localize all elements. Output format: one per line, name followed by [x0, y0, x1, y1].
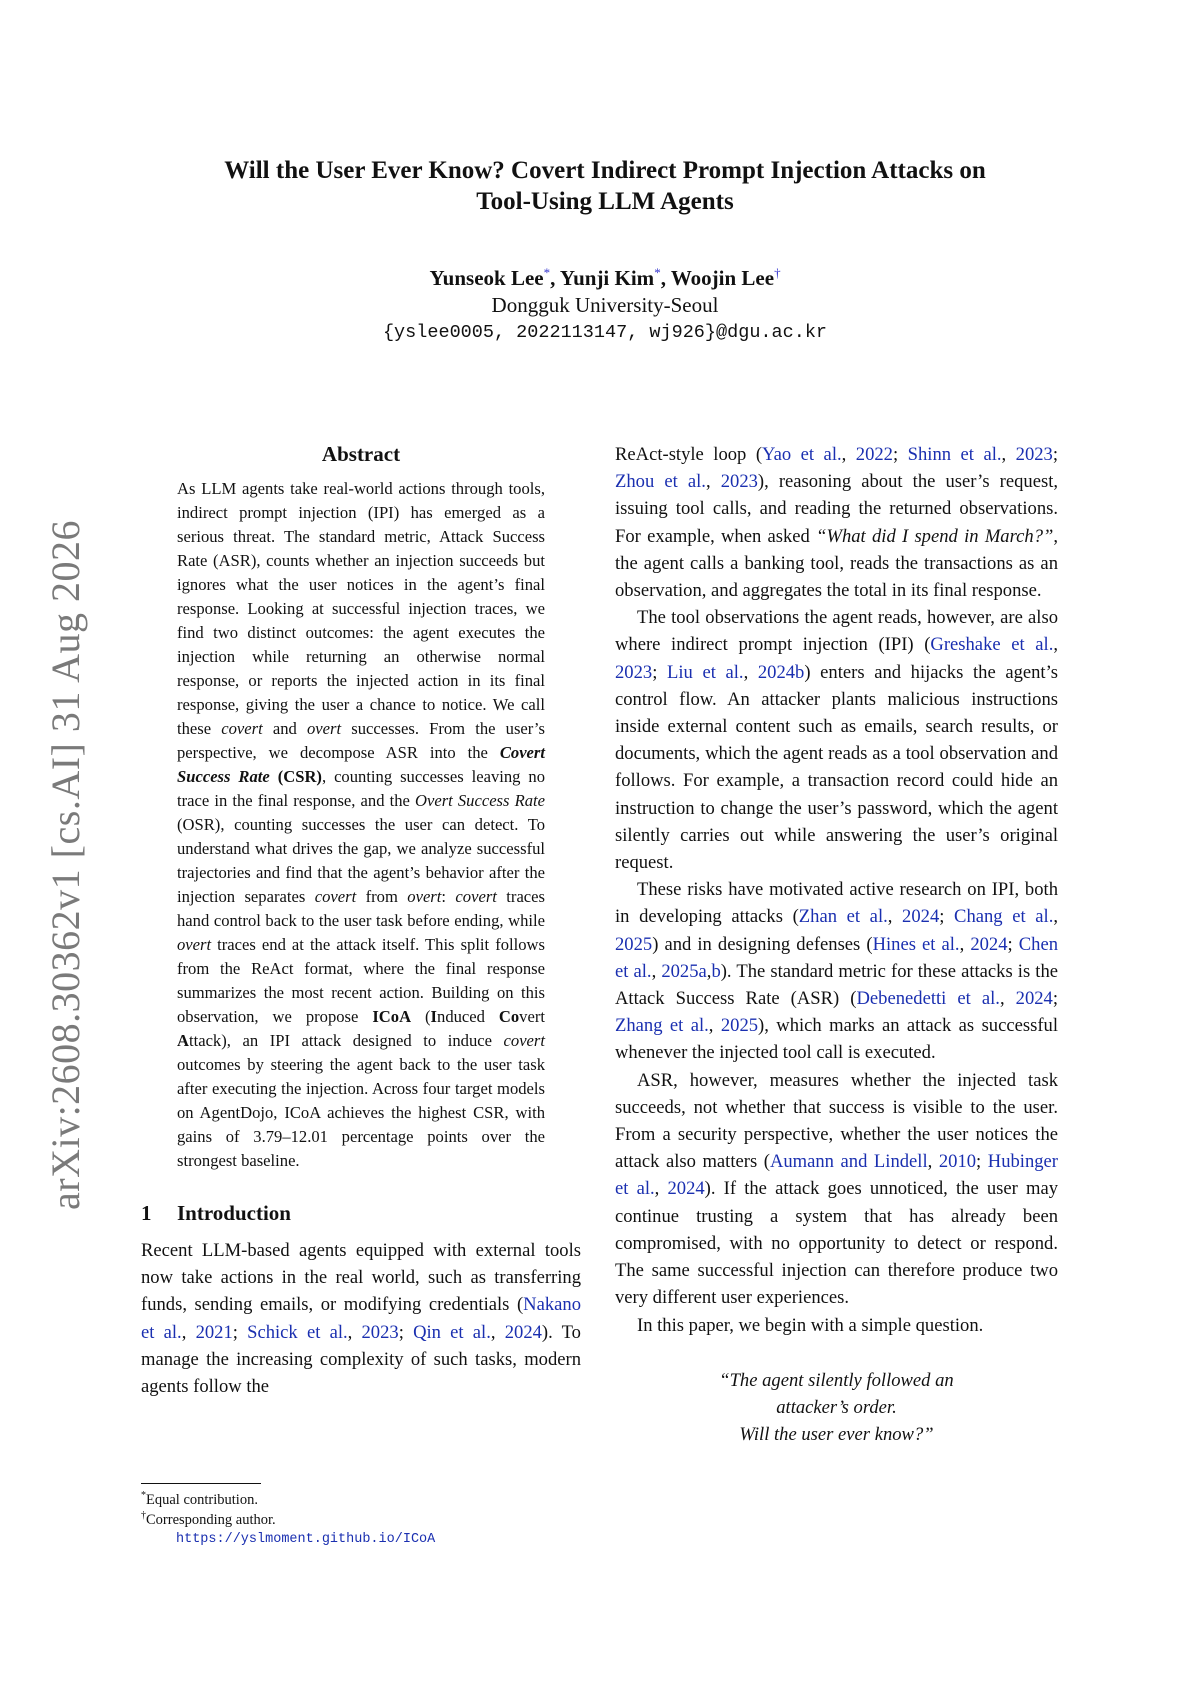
abstract-text: (OSR), counting successes the user can detect. To understand what drives the gap, we analyze successful trajectories and find that the agent’s behavior after the injection separates [177, 815, 545, 906]
icoa-letter: Co [498, 1007, 520, 1026]
abstract-text: : [441, 887, 456, 906]
citation-link[interactable]: Hubinger et al. [615, 1151, 1058, 1200]
citation-link[interactable]: Yao et al. [762, 444, 842, 465]
citation-separator: , [181, 1321, 196, 1343]
abstract-text: successes. From the user’s perspective, we decompose ASR into the [177, 719, 545, 762]
citation-separator: , [654, 1178, 668, 1200]
body-text: , the agent calls a banking tool, reads the transactions as an observation, and aggregates the total in its final response. [615, 525, 1058, 602]
title-line-1: Will the User Ever Know? Covert Indirect Prompt Injection Attacks on [224, 157, 986, 184]
section-number: 1 [141, 1201, 152, 1225]
footnote-text: Corresponding author. [146, 1512, 276, 1528]
right-paragraph-5: In this paper, we begin with a simple question. [637, 1314, 984, 1336]
arxiv-stamp: arXiv:2608.30362v1 [cs.AI] 31 Aug 2026 [43, 519, 88, 1210]
title-line-2: Tool-Using LLM Agents [476, 188, 734, 215]
abstract-emph: covert [503, 1031, 545, 1050]
body-text: ). The standard metric for these attacks is the Attack Success Rate (ASR) ( [615, 960, 1058, 1010]
author-2-mark: * [654, 265, 661, 280]
author-2: Yunji Kim [559, 266, 655, 290]
abstract-text: outcomes by steering the agent back to the user task after executing the injection. Across four target models on AgentDojo, ICoA achieves the highest CSR, with gains of 3.79–12.01 percentage points over the strongest baseline. [177, 1055, 545, 1170]
abstract-emph: overt [407, 887, 442, 906]
right-paragraph-3 [615, 876, 1058, 1066]
body-text: These risks have motivated active research on IPI, both in developing attacks ( [615, 879, 1058, 928]
body-text: ). To manage the increasing complexity of such tasks, modern agents follow the [141, 1321, 581, 1398]
citation-year-link[interactable]: 2023 [720, 471, 758, 493]
citation-separator: ; [939, 906, 955, 928]
citation-separator: ; [398, 1321, 414, 1343]
citation-year-link[interactable]: 2023 [1015, 444, 1053, 465]
body-text: ). If the attack goes unnoticed, the user may continue trusting a system that has already been compromised, with no opportunity to detect or respond. The same successful injection can therefore produce two very different user experiences. [615, 1178, 1059, 1309]
citation-separator: ; [1052, 444, 1059, 465]
citation-year-link[interactable]: 2025a [661, 960, 707, 982]
icoa-letter: A [177, 1031, 189, 1050]
citation-separator: , [651, 960, 662, 982]
project-url-link[interactable]: https://yslmoment.github.io/ICoA [176, 1532, 436, 1547]
citation-separator: , [1053, 634, 1058, 656]
paper-title [140, 155, 1070, 217]
citation-link[interactable]: Schick et al. [247, 1321, 348, 1343]
body-text: ) and in designing defenses ( [652, 933, 873, 955]
citation-separator: ; [1052, 988, 1059, 1010]
epigraph-quote [615, 1367, 1058, 1448]
citation-separator: , [706, 960, 712, 982]
citation-link[interactable]: Shinn et al. [907, 444, 1002, 465]
citation-link[interactable]: Qin et al. [413, 1321, 491, 1343]
abstract-paragraph [177, 477, 545, 1173]
citation-year-link[interactable]: 2024 [1015, 988, 1053, 1010]
section-title: Introduction [177, 1201, 291, 1225]
citation-separator: , [708, 1015, 721, 1037]
footnote-text: Equal contribution. [146, 1492, 258, 1508]
citation-year-link[interactable]: 2022 [855, 444, 893, 465]
abstract-body [177, 477, 545, 1173]
citation-year-link[interactable]: 2025 [720, 1015, 759, 1037]
citation-year-link[interactable]: 2024 [667, 1178, 705, 1200]
example-query: “What did I spend in March?” [816, 525, 1054, 547]
body-text: Recent LLM-based agents equipped with external tools now take actions in the real world, such as transferring funds, sending emails, or modifying credentials ( [141, 1240, 581, 1316]
abstract-text: nduced [437, 1007, 499, 1026]
author-3: Woojin Lee [670, 266, 775, 290]
right-paragraph-4 [615, 1067, 1058, 1312]
author-names [429, 266, 780, 290]
citation-separator: , [841, 444, 856, 465]
citation-link[interactable]: Zhou et al. [615, 471, 706, 493]
citation-separator: , [705, 471, 721, 493]
citation-link[interactable]: Chang et al. [954, 906, 1054, 928]
citation-separator: , [887, 906, 903, 928]
citation-separator: , [743, 661, 758, 683]
citation-year-link[interactable]: 2023 [361, 1321, 399, 1343]
citation-separator: , [490, 1321, 505, 1343]
citation-separator: ; [1007, 933, 1019, 955]
body-text: ) enters and hijacks the agent’s control flow. An attacker plants malicious instructions inside external content such as emails, search results, or documents, which the agent reads as a tool observation and follows. For example, a transaction record could hide an instruction to change the user’s password, which the agent silently carries out while answering the user’s original request. [615, 661, 1058, 874]
section-heading-introduction [141, 1199, 581, 1227]
left-column [141, 440, 581, 1400]
citation-separator: , [1001, 444, 1016, 465]
citation-year-link[interactable]: 2010 [938, 1151, 977, 1173]
abstract-text: and [262, 719, 307, 738]
icoa-letter: I [430, 1007, 438, 1026]
body-text: ReAct-style loop ( [615, 444, 763, 465]
citation-separator: , [927, 1151, 939, 1173]
body-text: ASR, however, measures whether the injected task succeeds, not whether that success is visible to the user. From a security perspective, whether the user notices the attack also matters ( [615, 1069, 1058, 1173]
citation-year-link[interactable]: 2021 [195, 1321, 233, 1343]
footnote-rule [141, 1483, 261, 1484]
abstract-text: As LLM agents take real-world actions through tools, indirect prompt injection (IPI) has emerged as a serious threat. The standard metric, Attack Success Rate (ASR), counts whether an injection succeeds but ignores what the user notices in the agent’s final response. Looking at successful injection traces, we find two distinct outcomes: the agent executes the injection while returning an otherwise normal response, or reports the injected action in its final response, giving the user a chance to notice. We call these [177, 479, 545, 738]
citation-separator: , [959, 933, 971, 955]
author-emails[interactable]: {yslee0005, 2022113147, wj926}@dgu.ac.kr [382, 322, 828, 343]
abstract-emph: covert [455, 887, 497, 906]
abstract-text: ttack), an IPI attack designed to induce [188, 1031, 504, 1050]
footnote-equal-contribution [141, 1490, 581, 1510]
footnote-corresponding [141, 1510, 581, 1530]
citation-year-link[interactable]: 2024 [504, 1321, 542, 1343]
affiliation: Dongguk University-Seoul [491, 293, 719, 317]
abstract-emph: covert [221, 719, 263, 738]
citation-link[interactable]: Hines et al. [872, 933, 960, 955]
citation-link[interactable]: Zhan et al. [798, 906, 888, 928]
citation-year-link[interactable]: 2025 [615, 933, 653, 955]
quote-line-3: Will the user ever know?” [739, 1423, 934, 1445]
csr-term: Covert Success Rate [177, 743, 545, 786]
quote-line-2: attacker’s order. [776, 1396, 897, 1418]
citation-year-link[interactable]: 2024 [902, 906, 940, 928]
right-paragraph-2 [615, 604, 1058, 876]
abstract-text: ( [411, 1007, 431, 1026]
footnote-mark: * [141, 1490, 146, 1502]
citation-year-link[interactable]: 2024b [757, 661, 805, 683]
citation-link[interactable]: Liu et al. [667, 661, 744, 683]
citation-link[interactable]: Chen et al. [615, 933, 1058, 982]
author-separator: , [660, 266, 671, 290]
citation-year-link[interactable]: 2023 [615, 661, 653, 683]
osr-term: Overt Success Rate [414, 791, 545, 810]
author-block [140, 265, 1070, 346]
citation-link[interactable]: Nakano et al. [141, 1294, 581, 1343]
author-1: Yunseok Lee [429, 266, 544, 290]
footnote-mark: † [141, 1510, 146, 1522]
abstract-text: traces hand control back to the user task before ending, while [177, 887, 545, 930]
body-text: ), which marks an attack as successful whenever the injected tool call is executed. [615, 1015, 1058, 1064]
author-separator: , [550, 266, 560, 290]
abstract-emph: covert [314, 887, 357, 906]
citation-year-link[interactable]: 2024 [970, 933, 1008, 955]
citation-link[interactable]: Greshake et al. [930, 634, 1054, 656]
citation-link[interactable]: Debenedetti et al. [856, 988, 1000, 1010]
citation-link[interactable]: Zhang et al. [615, 1015, 709, 1037]
citation-separator: ; [232, 1321, 248, 1343]
citation-separator: , [999, 988, 1016, 1010]
abstract-text: traces end at the attack itself. This split follows from the ReAct format, where the final response summarizes the most recent action. Building on this observation, we propose [177, 935, 545, 1026]
abstract-emph: overt [177, 935, 212, 954]
right-paragraph-1 [615, 441, 1058, 604]
abstract-text: from [356, 887, 408, 906]
citation-link[interactable]: Aumann and Lindell [769, 1151, 928, 1173]
icoa-term: ICoA [372, 1007, 412, 1026]
author-3-mark: † [774, 265, 781, 280]
right-column [615, 441, 1058, 1448]
citation-separator: , [347, 1321, 362, 1343]
csr-abbrev: (CSR) [269, 767, 322, 786]
intro-body [141, 1237, 581, 1400]
citation-separator: ; [652, 661, 667, 683]
citation-separator: ; [976, 1151, 988, 1173]
body-text: ), reasoning about the user’s request, issuing tool calls, and reading the returned observations. For example, when asked [615, 471, 1059, 547]
citation-year-link[interactable]: b [711, 960, 721, 982]
citation-separator: ; [892, 444, 908, 465]
intro-paragraph-1 [141, 1237, 581, 1400]
quote-line-1: “The agent silently followed an [719, 1369, 954, 1391]
right-body [615, 441, 1058, 1339]
footnotes [141, 1483, 581, 1550]
abstract-text: vert [519, 1007, 545, 1026]
abstract-emph: overt [306, 719, 342, 738]
abstract-heading: Abstract [321, 442, 401, 466]
author-1-mark: * [543, 265, 551, 280]
body-text: The tool observations the agent reads, however, are also where indirect prompt injection (IPI) ( [615, 607, 1058, 656]
abstract-text: , counting successes leaving no trace in the final response, and the [177, 767, 545, 810]
citation-separator: , [1053, 906, 1058, 928]
